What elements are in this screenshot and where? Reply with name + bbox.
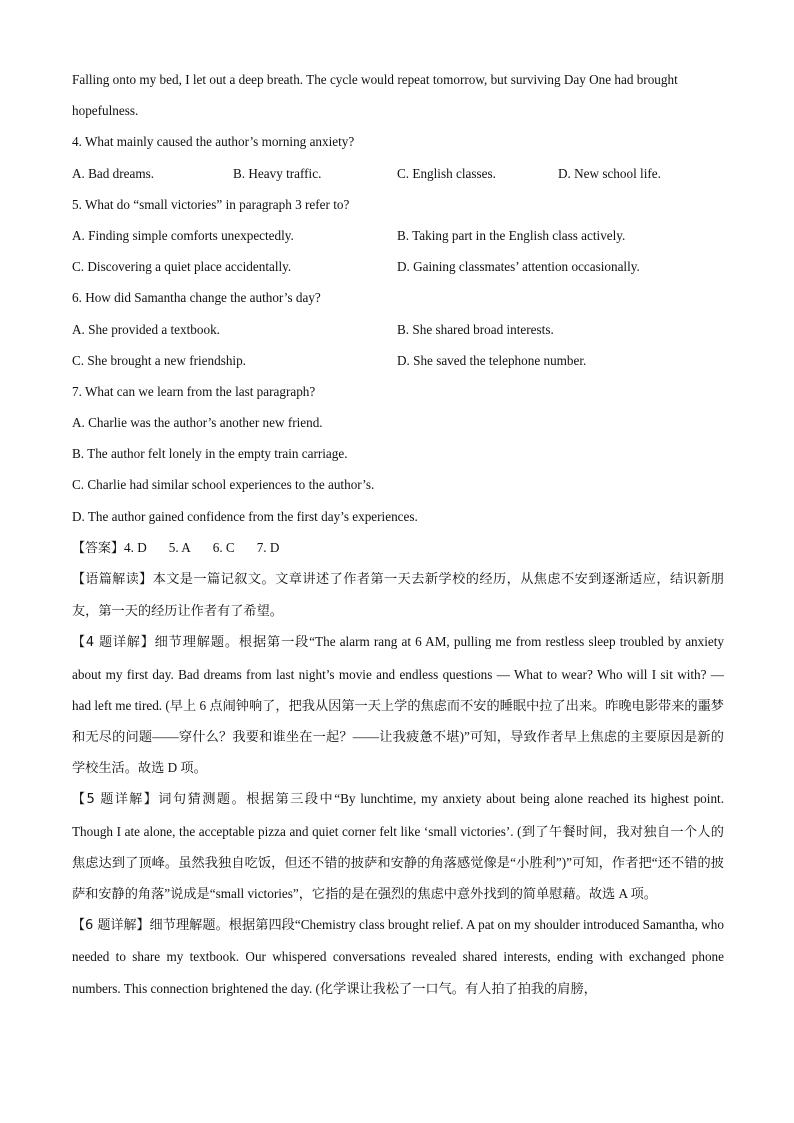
explanation-q4 bbox=[72, 626, 724, 783]
explanation-q5 bbox=[72, 783, 724, 909]
question-4-options bbox=[72, 158, 724, 189]
question-5-option-a: A. Finding simple comforts unexpectedly. bbox=[72, 227, 294, 243]
question-6-option-d: D. She saved the telephone number. bbox=[397, 352, 587, 368]
overview-label: 【语篇解读】 bbox=[72, 572, 153, 587]
question-5-option-c: C. Discovering a quiet place accidentally. bbox=[72, 259, 292, 275]
explanation-q6-text: 细节理解题。根据第四段“Chemistry class brought relief. A pat on my shoulder introduced Samantha, who needed to share my textbook. Our whispered conversations revealed shared interests, ending with exchanged phone numbers. This connection brightened the day. (化学课让我松了一口气。有人拍了拍我的肩膀， bbox=[72, 917, 724, 996]
question-6-option-a: A. She provided a textbook. bbox=[72, 321, 220, 337]
explanation-q4-label: 【4 题详解】 bbox=[72, 635, 155, 651]
question-4-option-c: C. English classes. bbox=[397, 165, 496, 181]
answer-item: 4. D bbox=[124, 539, 147, 555]
question-7-option-d: D. The author gained confidence from the first day’s experiences. bbox=[72, 508, 418, 524]
question-5-option-d: D. Gaining classmates’ attention occasionally. bbox=[397, 259, 640, 275]
question-5-options-row-1 bbox=[72, 220, 724, 251]
question-4-option-a: A. Bad dreams. bbox=[72, 165, 155, 181]
explanation-q6 bbox=[72, 909, 724, 1004]
question-7-stem: 7. What can we learn from the last paragraph? bbox=[72, 383, 316, 399]
question-7-option-c: C. Charlie had similar school experiences to the author’s. bbox=[72, 477, 375, 493]
overview-text: 本文是一篇记叙文。文章讲述了作者第一天去新学校的经历，从焦虑不安到逐渐适应，结识新朋友，第一天的经历让作者有了希望。 bbox=[72, 571, 724, 619]
answer-key bbox=[72, 532, 724, 563]
explanation-q5-text: 词句猜测题。根据第三段中“By lunchtime, my anxiety about being alone reached its highest point. Though I ate alone, the acceptable pizza and quiet corner felt like ‘small victories’. (到了午餐时间，我对独自一个人的焦虑达到了顶峰。虽然我独自吃饭，但还不错的披萨和安静的角落感觉像是“小胜利”)”可知，作者把“还不错的披萨和安静的角落”说成是“small victories”，它指的是在强烈的焦虑中意外找到的简单慰藉。故选 A 项。 bbox=[72, 791, 724, 902]
question-4-stem: 4. What mainly caused the author’s morning anxiety? bbox=[72, 134, 355, 150]
answer-item: 5. A bbox=[168, 539, 191, 555]
question-5-options-row-2 bbox=[72, 251, 724, 282]
document-page bbox=[72, 64, 724, 1004]
question-6-option-b: B. She shared broad interests. bbox=[397, 321, 554, 337]
question-5-option-b: B. Taking part in the English class actively. bbox=[397, 227, 626, 243]
question-7-option-b: B. The author felt lonely in the empty train carriage. bbox=[72, 446, 348, 462]
question-5-stem: 5. What do “small victories” in paragraph 3 refer to? bbox=[72, 196, 350, 212]
passage-ending-line-2: hopefulness. bbox=[72, 103, 139, 119]
passage-ending-line-1: Falling onto my bed, I let out a deep breath. The cycle would repeat tomorrow, but surviving Day One had brought bbox=[72, 72, 678, 87]
question-4-option-b: B. Heavy traffic. bbox=[233, 165, 322, 181]
explanation-q4-text: 细节理解题。根据第一段“The alarm rang at 6 AM, pulling me from restless sleep troubled by anxiety about my first day. Bad dreams from last night’s movie and endless questions — What to wear? Who will I sit with? — had left me tired. (早上 6 点闹钟响了，把我从因第一天上学的焦虑而不安的睡眠中拉了出来。昨晚电影带来的噩梦和无尽的问题——穿什么？我要和谁坐在一起？——让我疲惫不堪)”可知，导致作者早上焦虑的主要原因是新的学校生活。故选 D 项。 bbox=[72, 634, 725, 776]
question-6-options-row-2 bbox=[72, 345, 724, 376]
explanation-q5-label: 【5 题详解】 bbox=[72, 792, 159, 808]
answer-label: 【答案】 bbox=[72, 540, 125, 556]
question-7-option-a: A. Charlie was the author’s another new friend. bbox=[72, 415, 323, 431]
passage-overview bbox=[72, 563, 724, 626]
question-4-option-d: D. New school life. bbox=[558, 165, 661, 181]
question-6-stem: 6. How did Samantha change the author’s day? bbox=[72, 290, 321, 306]
question-6-options-row-1 bbox=[72, 314, 724, 345]
explanation-q6-label: 【6 题详解】 bbox=[72, 918, 150, 934]
question-6-option-c: C. She brought a new friendship. bbox=[72, 352, 246, 368]
answer-item: 7. D bbox=[256, 539, 280, 555]
answer-item: 6. C bbox=[212, 539, 235, 555]
